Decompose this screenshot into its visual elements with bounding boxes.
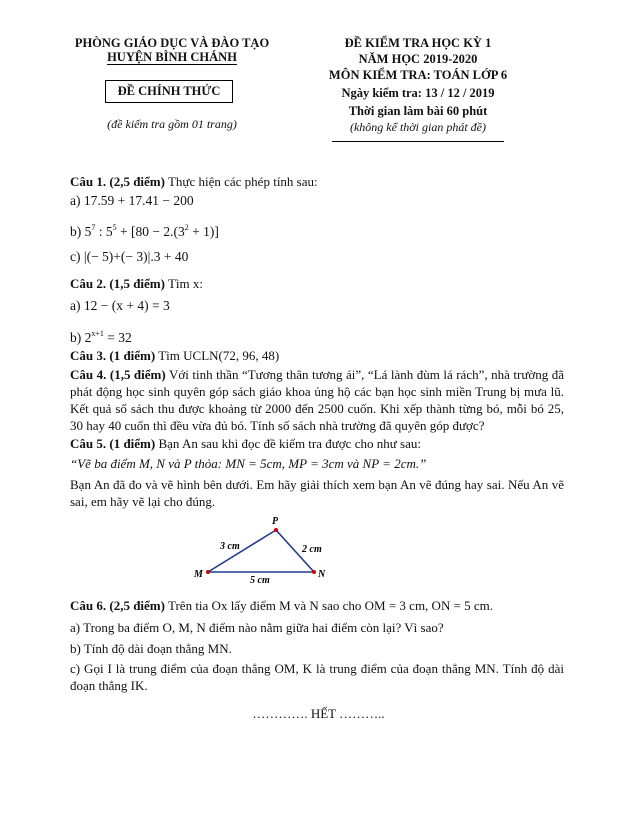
question-3-text: Tìm UCLN(72, 96, 48): [155, 348, 280, 363]
end-marker: …………. HẾT ………..: [252, 706, 385, 721]
district-name-text: HUYỆN BÌNH CHÁNH: [107, 50, 237, 64]
question-4: [70, 366, 564, 434]
triangle-figure: [190, 512, 340, 584]
q1b-rest1: + [80 − 2.(3: [116, 224, 185, 239]
q1b-exp3: 2: [184, 223, 189, 232]
exam-duration: Thời gian làm bài 60 phút: [348, 104, 488, 118]
question-5: [70, 436, 421, 452]
question-2b: [70, 326, 132, 346]
q2a-label: a): [70, 298, 81, 313]
q1b-label: b): [70, 224, 82, 239]
q2b-base: 2: [84, 330, 92, 345]
q1c-label: c): [70, 249, 81, 264]
q1b-mid: : 5: [95, 224, 113, 239]
question-1-text: Thực hiện các phép tính sau:: [164, 174, 318, 189]
question-3: [70, 348, 279, 364]
q2b-rest: = 32: [103, 330, 132, 345]
q1b-exp2: 5: [112, 223, 117, 232]
q1b-exp1: 7: [91, 223, 96, 232]
question-5-quote: “Vẽ ba điểm M, N và P thỏa: MN = 5cm, MP = 3cm và NP = 2cm.”: [70, 456, 427, 471]
question-1b: [70, 220, 219, 240]
question-1-label: Câu 1. (2,5 điểm): [70, 174, 165, 189]
exam-date: Ngày kiểm tra: 13 / 12 / 2019: [341, 86, 495, 100]
school-year: NĂM HỌC 2019-2020: [358, 52, 478, 66]
q2a-expression: 12 − (x + 4) = 3: [83, 298, 170, 313]
department-name: PHÒNG GIÁO DỤC VÀ ĐÀO TẠO: [74, 36, 270, 50]
question-5-text: Bạn An sau khi đọc đề kiểm tra được cho như sau:: [155, 436, 421, 451]
question-1a: [70, 193, 194, 209]
question-6: [70, 598, 493, 614]
question-2: [70, 276, 203, 292]
q2b-label: b): [70, 330, 82, 345]
district-name: [62, 50, 282, 65]
exam-title: ĐỀ KIỂM TRA HỌC KỲ 1: [344, 36, 492, 50]
question-2-label: Câu 2. (1,5 điểm): [70, 276, 165, 291]
question-6c: c) Gọi I là trung điểm của đoạn thẳng OM, K là trung điểm của đoạn thẳng MN. Tính độ dài đoạn thẳng IK.: [70, 661, 564, 693]
point-p-label: P: [272, 516, 279, 527]
point-n-dot: [312, 570, 316, 574]
question-6b: b) Tính độ dài đoạn thẳng MN.: [70, 641, 232, 656]
question-6-label: Câu 6. (2,5 điểm): [70, 598, 165, 613]
official-exam-box: ĐỀ CHÍNH THỨC: [105, 80, 233, 103]
mn-length-label: 5 cm: [250, 575, 270, 584]
q1c-expression: |(− 5)+(− 3)|.3 + 40: [83, 249, 189, 264]
header-divider: [332, 141, 504, 142]
question-1c: [70, 249, 188, 265]
point-m-dot: [206, 570, 210, 574]
question-2-text: Tìm x:: [164, 276, 204, 291]
page-count-note: (đề kiểm tra gồm 01 trang): [107, 117, 237, 131]
question-1: [70, 174, 318, 190]
question-5-label: Câu 5. (1 điểm): [70, 436, 156, 451]
point-n-label: N: [318, 569, 326, 580]
question-2a: [70, 298, 170, 314]
question-6-text: Trên tia Ox lấy điểm M và N sao cho OM = 3 cm, ON = 5 cm.: [164, 598, 494, 613]
question-3-label: Câu 3. (1 điểm): [70, 348, 156, 363]
q2b-exp: x+1: [91, 329, 104, 338]
q1b-base: 5: [84, 224, 92, 239]
duration-note: (không kể thời gian phát đề): [349, 120, 487, 134]
point-m-label: M: [194, 569, 203, 580]
mp-length-label: 3 cm: [220, 541, 240, 552]
question-6a: a) Trong ba điểm O, M, N điểm nào nằm giữa hai điểm còn lại? Vì sao?: [70, 620, 444, 635]
q1a-expression: 17.59 + 17.41 − 200: [83, 193, 194, 208]
point-p-dot: [274, 528, 278, 532]
question-5-text2: Bạn An đã đo và vẽ hình bên dưới. Em hãy giải thích xem bạn An vẽ đúng hay sai. Nếu An vẽ sai, em hãy vẽ lại cho đúng.: [70, 477, 564, 509]
pn-length-label: 2 cm: [302, 544, 322, 555]
question-4-text: Với tinh thần “Tương thân tương ái”, “Lá lành đùm lá rách”, nhà trường đã phát động học sinh quyên góp sách giáo khoa ủng hộ các bạn học sinh miền Trung bị mưa lũ. Kết quả số sách thu được khoảng từ 2000 đến 2500 cuốn. Khi xếp thành từng bó, mỗi bó 25, 30 hay 40 cuốn thì đều vừa đủ bó. Tính số sách nhà trường đã quyên góp được?: [70, 367, 565, 433]
question-4-label: Câu 4. (1,5 điểm): [70, 367, 166, 382]
segment-mp: [208, 530, 276, 572]
q1b-rest2: + 1)]: [188, 224, 219, 239]
subject: MÔN KIỂM TRA: TOÁN LỚP 6: [328, 68, 508, 82]
q1a-label: a): [70, 193, 81, 208]
